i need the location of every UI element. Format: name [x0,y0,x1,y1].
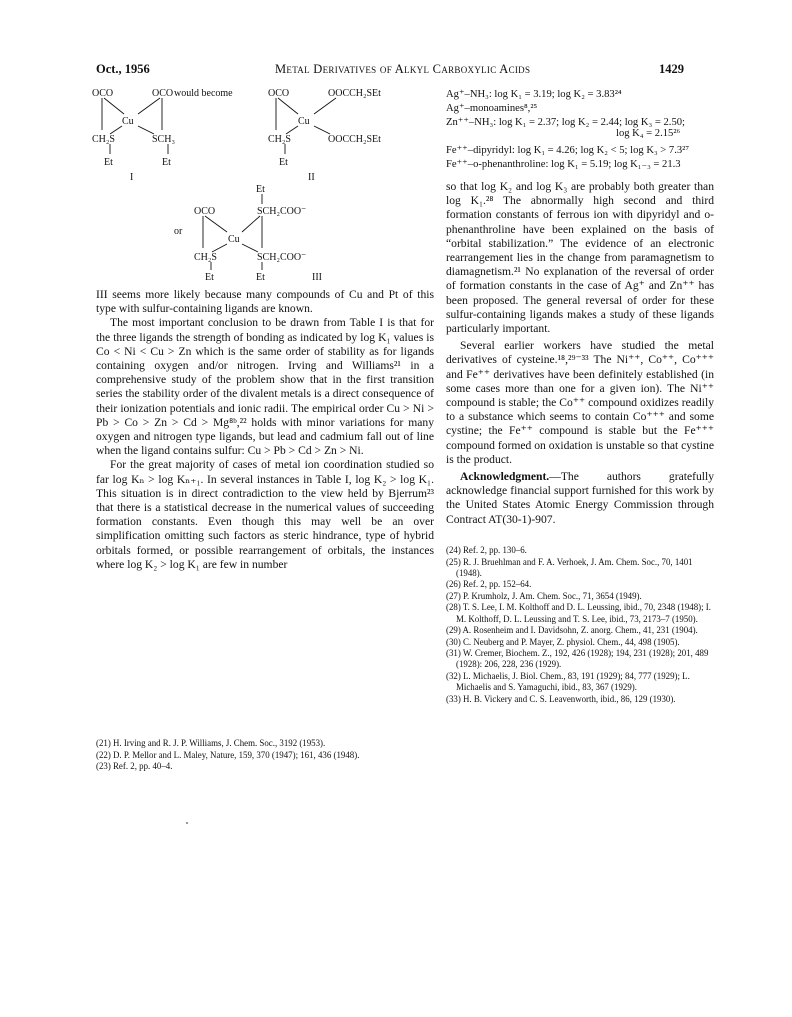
page-speck [186,822,188,824]
s2-cu: Cu [298,116,310,127]
footnote-25: (25) R. J. Bruehlman and F. A. Verhoek, J. Am. Chem. Soc., 70, 1401 (1948). [446,556,693,578]
equation-ag-nh3: Ag⁺–NH₃: log K₁ = 3.19; log K₂ = 3.83²⁴ [446,89,622,100]
left-paragraph-3: For the great majority of cases of metal ion coordination studied so far log Kₙ > log Kₙ₊₁. In several instances in Table I, log K₂ > log K₁. This situation is in direct contradiction to the view held by Bjerrum²³ that there is a statistical decrease in the numerical values of succeeding formation constants. Even though this may well be an over simplification omitting such factors as steric hindrance, type of hybrid orbitals formed, or possible rearrangement of orbitals, the instances where log K₂ > log K₁ are few in number [96,458,434,571]
left-paragraph-2: The most important conclusion to be drawn from Table I is that for the three ligands the strength of bonding as indicated by log K₁ values is Co < Ni < Cu > Zn which is the same order of stability as for ligands containing oxygen and/or nitrogen. Irving and Williams²¹ in a comprehensive study of the problem show that in the first transition series the stability order of the divalent metals is a direct consequence of their ionization potentials and ionic radii. The empirical order Cu > Ni > Pb > Co > Zn > Cd > Mg⁸ᵇ,²² holds with minor variations for many oxygen and nitrogen type ligands, but lead and cadmium fall out of line when the ligand contains sulfur: Cu > Pb > Cd > Zn > Ni. [96,316,434,458]
structure-figure [92,82,432,282]
left-column-body [96,288,434,572]
page-number: 1429 [659,62,684,76]
s1-sch3: SCH₃ [152,134,175,145]
s1-oco-left: OCO [92,88,114,99]
equation-ag-monoamines: Ag⁺–monoamines⁸,²⁵ [446,103,538,114]
s1-et-2: Et [162,157,171,168]
footnote-30: (30) C. Neuberg and P. Mayer, Z. physiol. Chem., 44, 498 (1905). [446,636,680,647]
would-become-text: would become [174,88,233,99]
s2-ch2s: CH₂S [268,134,291,145]
s1-et-1: Et [104,157,113,168]
running-title: Metal Derivatives of Alkyl Carboxylic Acids [275,62,531,76]
equation-zn-nh3: Zn⁺⁺–NH₃: log K₁ = 2.37; log K₂ = 2.44; log K₃ = 2.50; [446,117,685,128]
footnote-23: (23) Ref. 2, pp. 40–4. [96,761,173,772]
right-column-body [446,180,714,527]
footnote-29: (29) A. Rosenheim and I. Davidsohn, Z. anorg. Chem., 41, 231 (1904). [446,625,698,636]
equation-fe-dipyridyl: Fe⁺⁺–dipyridyl: log K₁ = 4.26; log K₂ < 5; log K₃ > 7.3²⁷ [446,145,690,156]
stability-constant-list [446,88,714,172]
s1-ch2s: CH₂S [92,134,115,145]
s3-oco: OCO [194,206,216,217]
page-date: Oct., 1956 [96,62,150,76]
left-paragraph-1: III seems more likely because many compounds of Cu and Pt of this type with sulfur-containing ligands are known. [96,288,434,316]
right-paragraph-2: Several earlier workers have studied the metal derivatives of cysteine.¹⁸,²⁹⁻³³ The Ni⁺⁺, Co⁺⁺, Co⁺⁺⁺ and Fe⁺⁺ derivatives have been definitely established (in some cases more than one for a given ion). The Ni⁺⁺ compound is stable; the Co⁺⁺ compound oxidizes readily to a substance which seems to contain Co⁺⁺⁺ and some cystine; the Fe⁺⁺ compound is stable but the Fe⁺⁺⁺ compound formed on oxidation is unstable so that cystine is the product. [446,339,714,466]
acknowledgment [446,470,714,527]
s3-et-1: Et [205,272,214,282]
equation-zn-nh3-k4: log K₄ = 2.15²⁶ [616,128,681,139]
s3-et-top: Et [256,184,265,195]
right-footnotes [446,545,714,705]
s3-ch2s: CH₂S [194,252,217,263]
footnote-21: (21) H. Irving and R. J. P. Williams, J. Chem. Soc., 3192 (1953). [96,738,326,748]
left-footnotes [96,738,434,773]
footnote-24: (24) Ref. 2, pp. 130–6. [446,545,527,555]
footnote-28: (28) T. S. Lee, I. M. Kolthoff and D. L. Leussing, ibid., 70, 2348 (1948); I. M. Kolthoff, D. L. Leussing and T. S. Lee, ibid., 73, 2173–7 (1950). [446,602,711,624]
footnote-31: (31) W. Cremer, Biochem. Z., 192, 426 (1928); 194, 231 (1928); 201, 489 (1928): 206, 228, 236 (1929). [446,648,709,670]
acknowledgment-title: Acknowledgment. [460,470,550,484]
s3-sch2coo-bottom: SCH₂COO⁻ [257,252,307,263]
s3-label: III [312,272,322,282]
s3-sch2coo-top: SCH₂COO⁻ [257,206,307,217]
s1-cu: Cu [122,116,134,127]
right-paragraph-1: so that log K₂ and log K₃ are probably both greater than log K₁.²⁸ The abnormally high second and third formation constants of ferrous ion with dipyridyl and o-phenanthroline have been explained on the basis of “orbital stabilization.” The evidence of an electronic rearrangement lies in the change from paramagnetism to diamagnetism.²¹ No explanation of the reversal of order of formation constants in the case of Ag⁺ and Zn⁺⁺ has been proposed. The general reversal of order for these sulfur-containing ligands makes a study of these ligands particularly important. [446,180,714,336]
s3-et-2: Et [256,272,265,282]
s2-oco: OCO [268,88,290,99]
footnote-32: (32) L. Michaelis, J. Biol. Chem., 83, 191 (1929); 84, 777 (1929); L. Michaelis and S. Yamaguchi, ibid., 83, 367 (1929). [446,671,690,693]
footnote-22: (22) D. P. Mellor and L. Maley, Nature, 159, 370 (1947); 161, 436 (1948). [96,749,360,760]
structure-I [102,98,168,154]
s2-oocch2set-bottom: OOCCH₂SEt [328,134,381,145]
s2-label: II [308,172,315,183]
footnote-27: (27) P. Krumholz, J. Am. Chem. Soc., 71, 3654 (1949). [446,590,642,601]
or-text: or [174,226,183,237]
s2-oocch2set-top: OOCCH₂SEt [328,88,381,99]
equation-fe-phenanthroline: Fe⁺⁺–o-phenanthroline: log K₁ = 5.19; log K₁₋₃ = 21.3 [446,159,681,170]
s2-et: Et [279,157,288,168]
footnote-26: (26) Ref. 2, pp. 152–64. [446,579,532,590]
acknowledgment-body: —The authors gratefully acknowledge financial support furnished for this work by the United States Atomic Energy Commission through Contract AT(30-1)-907. [446,470,714,526]
s3-cu: Cu [228,234,240,245]
footnote-33: (33) H. B. Vickery and C. S. Leavenworth, ibid., 86, 129 (1930). [446,693,676,704]
s1-oco-right: OCO [152,88,174,99]
s1-label: I [130,172,134,183]
